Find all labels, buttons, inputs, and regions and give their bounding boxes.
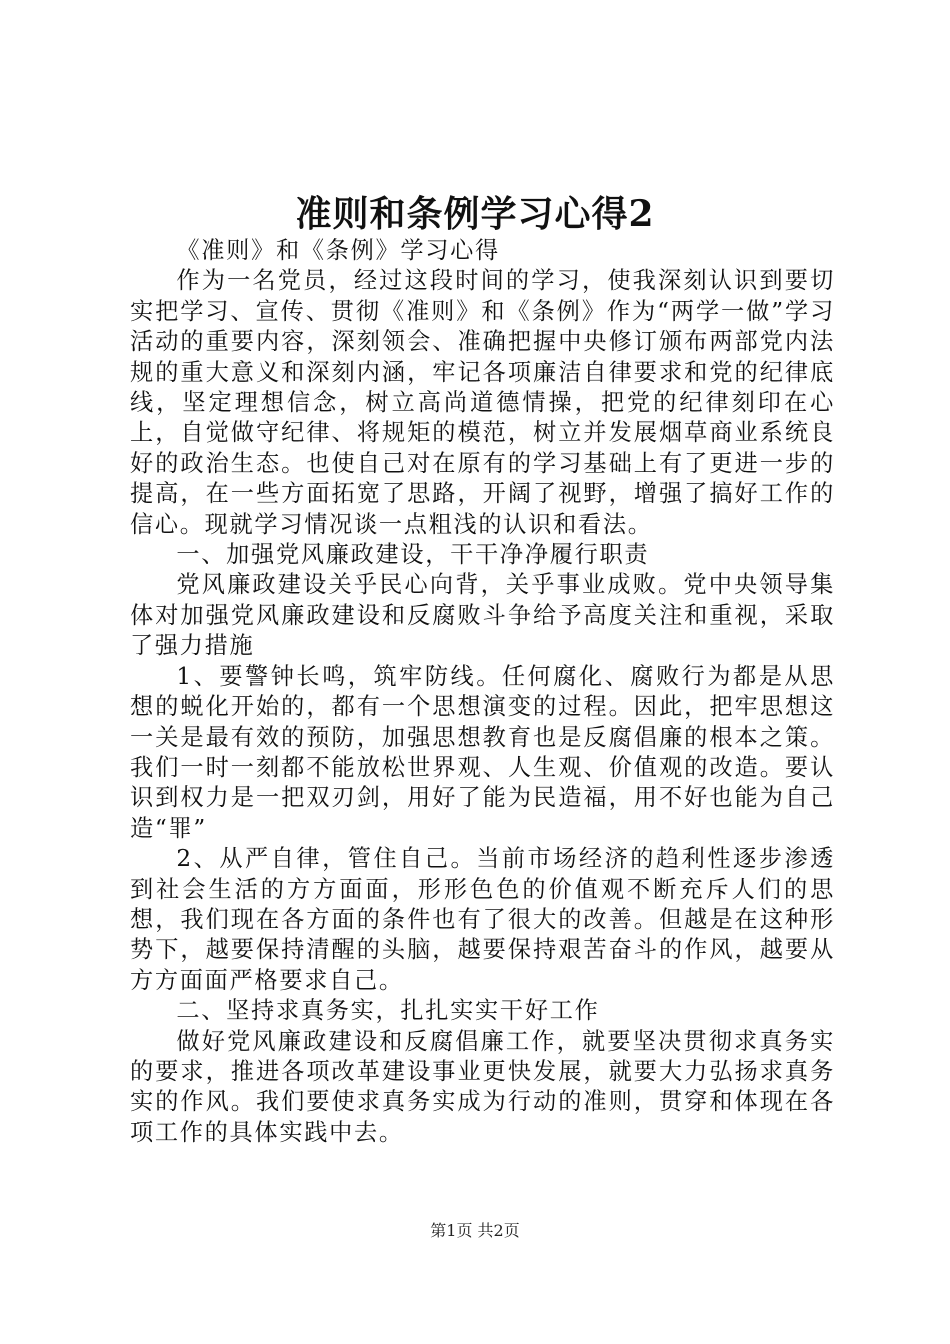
page-footer: 第1页 共2页	[430, 1221, 520, 1240]
body-paragraph: 作为一名党员，经过这段时间的学习，使我深刻认识到要切实把学习、宣传、贯彻《准则》和《条例》作为“两学一做”学习活动的重要内容，深刻领会、准确把握中央修订颁布两部党内法规的重大意义和深刻内涵，牢记各项廉洁自律要求和党的纪律底线，坚定理想信念，树立高尚道德情操，把党的纪律刻印在心上，自觉做守纪律、将规矩的模范，树立并发展烟草商业系统良好的政治生态。也使自己对在原有的学习基础上有了更进一步的提高，在一些方面拓宽了思路，开阔了视野，增强了搞好工作的信心。现就学习情况谈一点粗浅的认识和看法。	[130, 267, 835, 538]
body-paragraph: 党风廉政建设关乎民心向背，关乎事业成败。党中央领导集体对加强党风廉政建设和反腐败斗争给予高度关注和重视，采取了强力措施	[130, 571, 835, 660]
document-body	[130, 236, 835, 1148]
section-heading: 一、加强党风廉政建设，干干净净履行职责	[176, 541, 650, 569]
body-paragraph: 1、要警钟长鸣，筑牢防线。任何腐化、腐败行为都是从思想的蜕化开始的，都有一个思想演变的过程。因此，把牢思想这一关是最有效的预防，加强思想教育也是反腐倡廉的根本之策。我们一时一刻都不能放松世界观、人生观、价值观的改造。要认识到权力是一把双刃剑，用好了能为民造福，用不好也能为自己造“罪”	[130, 662, 835, 842]
section-heading: 二、坚持求真务实，扎扎实实干好工作	[176, 997, 600, 1025]
body-paragraph: 做好党风廉政建设和反腐倡廉工作，就要坚决贯彻求真务实的要求，推进各项改革建设事业更快发展，就要大力弘扬求真务实的作风。我们要使求真务实成为行动的准则，贯穿和体现在各项工作的具体实践中去。	[130, 1027, 835, 1146]
body-paragraph: 2、从严自律，管住自己。当前市场经济的趋利性逐步渗透到社会生活的方方面面，形形色色的价值观不断充斥人们的思想，我们现在各方面的条件也有了很大的改善。但越是在这种形势下，越要保持清醒的头脑，越要保持艰苦奋斗的作风，越要从方方面面严格要求自己。	[130, 845, 835, 994]
subtitle-paragraph: 《准则》和《条例》学习心得	[176, 237, 500, 264]
document-title: 准则和条例学习心得2	[295, 193, 655, 235]
